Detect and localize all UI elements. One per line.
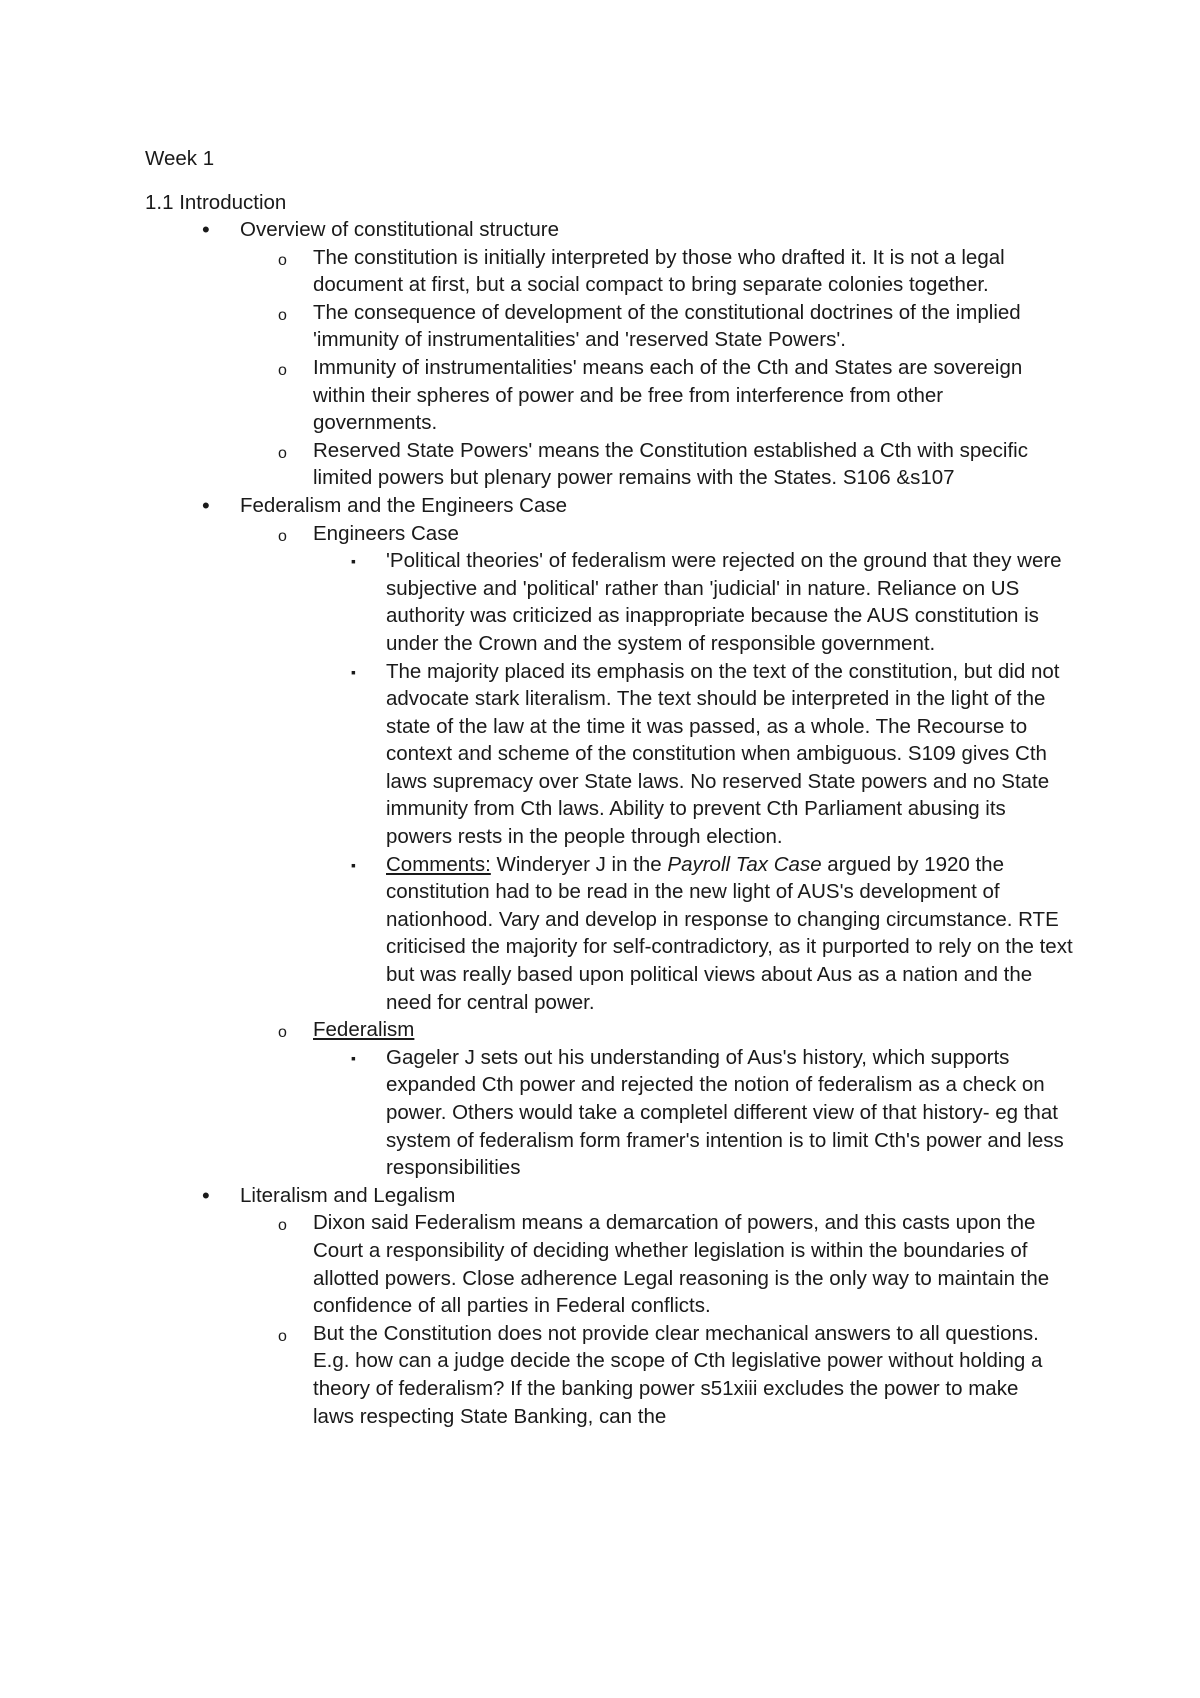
bullet-icon: • xyxy=(202,217,210,242)
square-bullet-icon: ▪ xyxy=(351,1049,356,1066)
list-item xyxy=(145,658,1065,851)
square-bullet-icon: ▪ xyxy=(351,553,356,570)
page-title: Week 1 xyxy=(145,147,215,170)
bullet-icon: • xyxy=(202,1182,210,1208)
list-item xyxy=(145,244,1065,299)
circle-bullet-icon: o xyxy=(278,361,287,379)
list-item xyxy=(145,1044,1065,1182)
list-item-text: Overview of constitutional structure xyxy=(240,218,560,241)
list-item-text: Reserved State Powers' means the Constitution established a Cth with specific limited powers but plenary power remains with the States. S106 &s107 xyxy=(313,438,1028,490)
list-item-text: The majority placed its emphasis on the text of the constitution, but did not advocate stark literalism. The text should be interpreted in the light of the state of the law at the time it was passed, as a whole. The Recourse to context and scheme of the constitution when ambiguous. S109 gives Cth laws supremacy over State laws. No reserved State powers and no State immunity from Cth laws. Ability to prevent Cth Parliament abusing its powers rests in the people through election. xyxy=(386,659,1060,849)
list-item-text: 'Political theories' of federalism were rejected on the ground that they were subjective and 'political' rather than 'judicial' in nature. Reliance on US authority was criticized as inappropriate because the AUS constitution is under the Crown and the system of responsible government. xyxy=(386,549,1062,655)
list-item-text: Dixon said Federalism means a demarcation of powers, and this casts upon the Court a responsibility of deciding whether legislation is within the boundaries of allotted powers. Close adherence Legal reasoning is the only way to maintain the confidence of all parties in Federal conflicts. xyxy=(313,1211,1050,1318)
circle-bullet-icon: o xyxy=(278,444,287,462)
list-item xyxy=(145,299,1065,354)
list-item xyxy=(145,492,1065,520)
circle-bullet-icon: o xyxy=(278,306,287,324)
list-item xyxy=(145,354,1065,437)
list-item-text: Federalism xyxy=(313,1018,415,1042)
comments-text-b: argued by 1920 the constitution had to be read in the new light of AUS's development of nationhood. Vary and develop in response to changing circumstance. RTE criticised the majority for self-contradictory, as it purported to rely on the text but was really based upon political views about Aus as a nation and the need for central power. xyxy=(386,852,1073,1014)
comments-text-a: Winderyer J in the xyxy=(490,852,668,876)
comments-label: Comments: xyxy=(386,852,491,876)
section-heading: 1.1 Introduction xyxy=(145,191,287,214)
list-item-text xyxy=(386,851,1076,1017)
list-item xyxy=(145,547,1065,657)
list-item-text: Immunity of instrumentalities' means each of the Cth and States are sovereign within their spheres of power and be free from interference from other governments. xyxy=(313,355,1023,435)
square-bullet-icon: ▪ xyxy=(351,856,356,873)
square-bullet-icon: ▪ xyxy=(351,663,356,680)
circle-bullet-icon: o xyxy=(278,1327,287,1345)
list-item xyxy=(145,1320,1065,1430)
list-item xyxy=(145,851,1073,1017)
list-item xyxy=(145,1182,1065,1210)
list-item-text: The constitution is initially interpreted by those who drafted it. It is not a legal document at first, but a social compact to bring separate colonies together. xyxy=(313,245,1005,297)
circle-bullet-icon: o xyxy=(278,1217,287,1235)
list-item-text: Gageler J sets out his understanding of Aus's history, which supports expanded Cth power and rejected the notion of federalism as a check on power. Others would take a completel different view of that history- eg that system of federalism form framer's intention is to limit Cth's power and less responsibilities xyxy=(386,1045,1064,1180)
list-item-text: The consequence of development of the constitutional doctrines of the implied 'immunity of instrumentalities' and 'reserved State Powers'. xyxy=(313,300,1021,352)
circle-bullet-icon: o xyxy=(278,1024,287,1042)
list-item xyxy=(145,520,1065,548)
notes-list xyxy=(145,216,1073,1430)
circle-bullet-icon: o xyxy=(278,527,287,545)
bullet-icon: • xyxy=(202,492,210,518)
list-item xyxy=(145,1016,1065,1044)
list-item-text: Federalism and the Engineers Case xyxy=(240,493,568,517)
list-item xyxy=(145,437,1065,492)
case-name: Payroll Tax Case xyxy=(667,852,822,876)
list-item xyxy=(145,216,1065,244)
circle-bullet-icon: o xyxy=(278,251,287,269)
list-item-text: Engineers Case xyxy=(313,521,459,545)
list-item-text: But the Constitution does not provide clear mechanical answers to all questions. E.g. how can a judge decide the scope of Cth legislative power without holding a theory of federalism? If the banking power s51xiii excludes the power to make laws respecting State Banking, can the xyxy=(313,1321,1043,1428)
list-item xyxy=(145,1209,1065,1319)
list-item-text: Literalism and Legalism xyxy=(240,1183,456,1207)
